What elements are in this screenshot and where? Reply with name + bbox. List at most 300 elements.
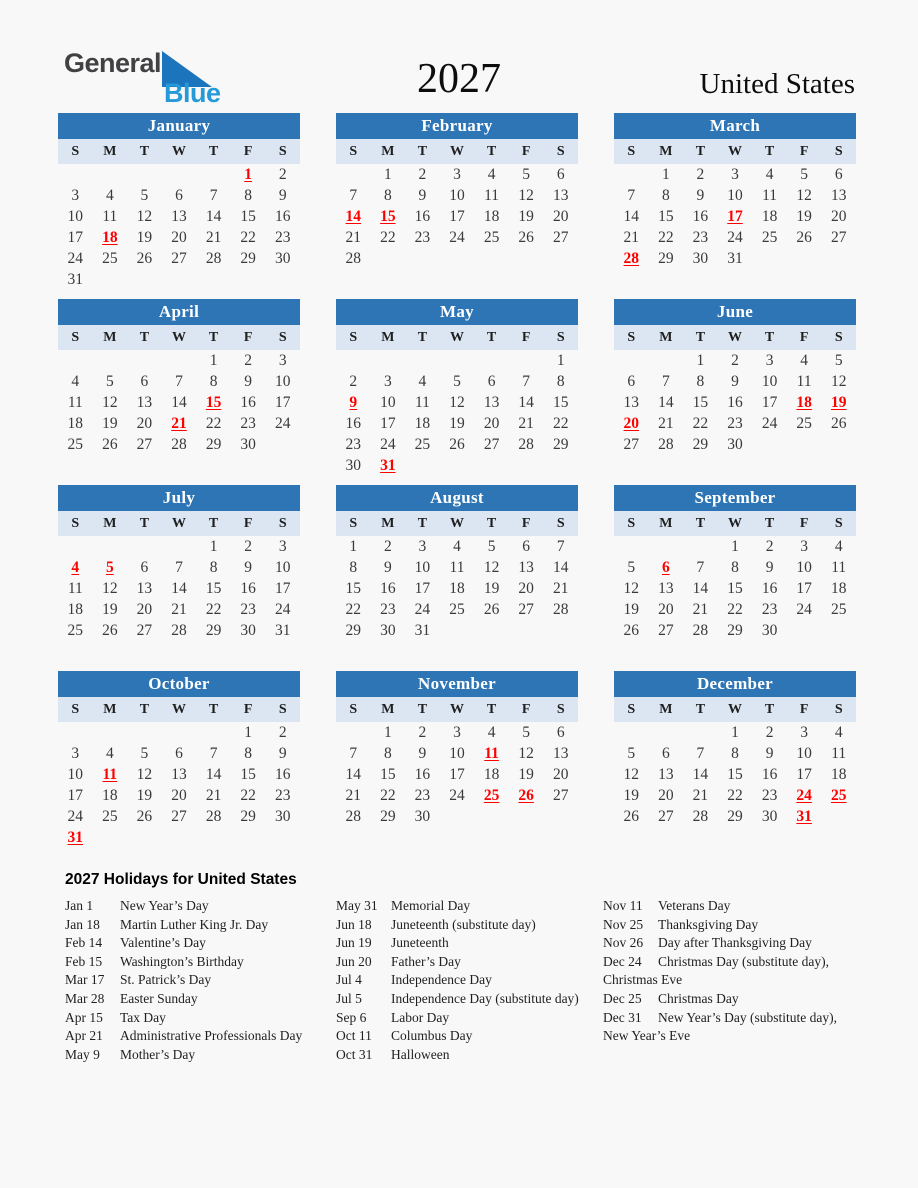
day-cell: 1 (209, 538, 218, 555)
weekday-label: T (417, 144, 428, 159)
day-cell: 25 (830, 601, 847, 618)
day-cell: 8 (209, 373, 218, 390)
day-cell: 29 (345, 622, 362, 639)
day-cell: 10 (67, 208, 84, 225)
holiday-name: Juneteenth (391, 935, 449, 951)
day-cell: 21 (623, 229, 640, 246)
day-cell: 13 (552, 187, 569, 204)
day-cell-holiday: 28 (623, 250, 640, 267)
day-cell: 27 (658, 808, 674, 825)
month-december (614, 671, 856, 848)
weekday-label: T (208, 516, 219, 531)
days-grid (336, 164, 578, 269)
day-cell: 23 (414, 787, 431, 804)
day-cell-empty (93, 722, 128, 743)
holiday-item (65, 897, 336, 916)
day-cell: 27 (552, 229, 569, 246)
holiday-date: Oct 11 (336, 1028, 372, 1044)
day-cell: 19 (518, 208, 534, 225)
day-cell: 1 (731, 538, 739, 555)
day-cell: 21 (205, 229, 222, 246)
month-february (336, 113, 578, 290)
day-cell: 25 (796, 415, 812, 432)
day-cell: 24 (67, 808, 84, 825)
day-cell: 30 (274, 250, 291, 267)
weekday-label: W (449, 516, 464, 531)
day-cell-holiday: 24 (796, 787, 812, 804)
days-grid (58, 536, 300, 641)
day-cell: 1 (556, 352, 565, 369)
day-cell-holiday: 1 (244, 166, 252, 183)
day-cell: 28 (205, 250, 222, 267)
weekday-label: T (764, 516, 775, 531)
weekday-label: F (243, 702, 253, 717)
day-cell: 9 (244, 373, 252, 390)
day-cell: 20 (830, 208, 847, 225)
holiday-date: Apr 15 (65, 1009, 103, 1025)
logo-word-blue: Blue (164, 78, 221, 108)
day-cell-empty (127, 350, 162, 371)
day-cell: 29 (552, 436, 569, 453)
day-cell-empty (58, 350, 93, 371)
holiday-item (65, 990, 336, 1009)
weekday-label: S (349, 330, 358, 345)
day-cell: 19 (483, 580, 500, 597)
day-cell: 3 (453, 724, 461, 741)
day-cell-empty (474, 350, 509, 371)
day-cell: 19 (623, 601, 640, 618)
day-cell: 28 (692, 808, 709, 825)
day-cell: 21 (171, 601, 187, 618)
calendar-year-title: 2027 (417, 56, 501, 102)
day-cell: 19 (136, 787, 153, 804)
day-cell: 30 (345, 457, 362, 474)
day-cell: 18 (761, 208, 778, 225)
day-cell: 16 (274, 766, 291, 783)
day-cell: 7 (209, 745, 218, 762)
day-cell: 26 (102, 622, 118, 639)
weekday-label: T (139, 702, 150, 717)
day-cell: 23 (240, 601, 256, 618)
weekday-label: W (449, 702, 464, 717)
holiday-name: Christmas Day (substitute day), Christmas Eve (603, 953, 829, 988)
month-august (336, 485, 578, 662)
weekday-label: T (139, 516, 150, 531)
day-cell: 19 (136, 229, 153, 246)
weekday-label: F (521, 516, 531, 531)
day-cell: 15 (345, 580, 362, 597)
day-cell: 4 (765, 166, 774, 183)
day-cell: 20 (136, 601, 153, 618)
weekday-label: F (521, 144, 531, 159)
day-cell-holiday: 31 (67, 829, 84, 846)
day-cell: 16 (240, 394, 256, 411)
day-cell: 5 (105, 373, 114, 390)
day-cell: 27 (171, 808, 187, 825)
day-cell: 6 (175, 187, 183, 204)
day-cell: 9 (418, 745, 427, 762)
day-cell-empty (58, 164, 93, 185)
day-cell: 29 (380, 808, 396, 825)
day-cell-empty (93, 164, 128, 185)
day-cell: 20 (171, 229, 187, 246)
weekday-label: S (71, 516, 80, 531)
day-cell: 28 (345, 808, 362, 825)
day-cell: 30 (274, 808, 291, 825)
day-cell: 14 (692, 580, 709, 597)
holiday-item (336, 990, 579, 1009)
day-cell: 17 (796, 766, 812, 783)
day-cell: 2 (244, 538, 252, 555)
holiday-item (603, 934, 859, 953)
weekday-label: T (695, 516, 706, 531)
holiday-name: Memorial Day (391, 898, 471, 913)
holiday-item (603, 1009, 859, 1046)
day-cell: 22 (205, 415, 222, 432)
day-cell: 19 (518, 766, 534, 783)
weekday-label: S (349, 702, 358, 717)
month-title: March (614, 113, 856, 139)
day-cell: 16 (761, 766, 778, 783)
day-cell: 8 (244, 745, 252, 762)
holiday-name: New Year’s Day (120, 898, 209, 913)
days-grid (336, 536, 578, 641)
day-cell: 12 (623, 580, 640, 597)
day-cell: 7 (696, 745, 705, 762)
day-cell: 20 (658, 787, 674, 804)
weekday-label: T (417, 330, 428, 345)
day-cell: 3 (800, 724, 808, 741)
day-cell-empty (614, 164, 649, 185)
holiday-date: Mar 17 (65, 972, 105, 988)
holiday-date: Jul 4 (336, 972, 362, 988)
day-cell-empty (649, 350, 684, 371)
day-cell: 1 (209, 352, 218, 369)
weekday-label: M (659, 702, 673, 717)
day-cell: 13 (136, 394, 153, 411)
holiday-date: Jan 1 (65, 898, 94, 913)
day-cell: 25 (449, 601, 465, 618)
days-grid (614, 722, 856, 827)
month-title: June (614, 299, 856, 325)
holiday-item (65, 1046, 336, 1065)
day-cell-holiday: 31 (380, 457, 396, 474)
day-cell: 28 (171, 622, 187, 639)
holiday-name: Labor Day (391, 1009, 450, 1025)
day-cell: 28 (552, 601, 569, 618)
day-cell: 5 (834, 352, 843, 369)
day-cell: 11 (67, 580, 83, 597)
day-cell: 22 (240, 787, 256, 804)
holiday-date: Nov 11 (603, 898, 643, 913)
day-cell: 26 (136, 250, 153, 267)
day-cell: 4 (453, 538, 461, 555)
day-cell: 23 (380, 601, 396, 618)
day-cell: 13 (552, 745, 569, 762)
day-cell: 20 (518, 580, 534, 597)
day-cell: 12 (136, 766, 153, 783)
weekday-label: F (243, 330, 253, 345)
holiday-date: Jun 18 (336, 916, 372, 932)
day-cell-empty (371, 350, 406, 371)
days-grid (336, 722, 578, 827)
holiday-item (65, 971, 336, 990)
day-cell: 17 (414, 580, 431, 597)
day-cell: 21 (345, 787, 362, 804)
days-grid (58, 722, 300, 848)
day-cell: 28 (205, 808, 222, 825)
day-cell: 9 (696, 187, 705, 204)
day-cell: 9 (278, 745, 287, 762)
day-cell: 4 (105, 187, 114, 204)
holiday-item (65, 934, 336, 953)
day-cell: 17 (449, 766, 465, 783)
holiday-name: Halloween (391, 1046, 450, 1062)
holiday-name: Columbus Day (391, 1028, 473, 1044)
day-cell: 6 (522, 538, 530, 555)
day-cell: 15 (240, 766, 256, 783)
day-cell: 1 (661, 166, 670, 183)
weekday-label: S (71, 144, 80, 159)
day-cell-empty (162, 164, 197, 185)
day-cell: 15 (727, 580, 743, 597)
holiday-date: Feb 15 (65, 953, 103, 969)
day-cell: 17 (449, 208, 465, 225)
day-cell-holiday: 21 (171, 415, 187, 432)
day-cell: 30 (240, 436, 256, 453)
day-cell: 19 (623, 787, 640, 804)
weekday-label: W (449, 330, 464, 345)
holiday-name: Valentine’s Day (120, 935, 206, 951)
day-cell: 23 (692, 229, 709, 246)
holiday-date: May 31 (336, 898, 378, 913)
weekday-label: M (103, 144, 117, 159)
days-grid (58, 164, 300, 290)
day-cell: 30 (380, 622, 396, 639)
holiday-column (65, 897, 336, 1064)
day-cell: 1 (731, 724, 739, 741)
day-cell-holiday: 25 (483, 787, 500, 804)
day-cell: 15 (205, 580, 222, 597)
day-cell: 16 (274, 208, 291, 225)
day-cell: 30 (761, 622, 778, 639)
weekday-label: F (521, 330, 531, 345)
day-cell: 27 (658, 622, 674, 639)
day-cell-holiday: 31 (796, 808, 812, 825)
day-cell: 14 (692, 766, 709, 783)
day-cell: 7 (209, 187, 218, 204)
weekday-row (614, 139, 856, 164)
holiday-name: Juneteenth (substitute day) (391, 916, 536, 932)
holiday-name: St. Patrick’s Day (120, 972, 212, 988)
day-cell: 5 (627, 559, 636, 576)
day-cell: 29 (205, 436, 222, 453)
day-cell: 4 (800, 352, 808, 369)
day-cell: 27 (552, 787, 569, 804)
weekday-row (614, 697, 856, 722)
day-cell: 21 (692, 787, 709, 804)
day-cell: 31 (274, 622, 291, 639)
day-cell: 11 (67, 394, 83, 411)
day-cell: 26 (102, 436, 118, 453)
month-title: February (336, 113, 578, 139)
weekday-row (336, 511, 578, 536)
weekday-label: M (659, 330, 673, 345)
day-cell: 17 (67, 229, 84, 246)
holiday-date: Dec 24 (603, 953, 642, 969)
day-cell: 26 (449, 436, 465, 453)
month-title: September (614, 485, 856, 511)
day-cell: 30 (240, 622, 256, 639)
holiday-date: Apr 21 (65, 1028, 103, 1044)
day-cell: 20 (658, 601, 674, 618)
holiday-date: Jun 20 (336, 953, 372, 969)
days-grid (614, 536, 856, 641)
day-cell: 19 (102, 415, 118, 432)
day-cell: 12 (796, 187, 812, 204)
day-cell-holiday: 15 (380, 208, 396, 225)
day-cell-empty (336, 722, 371, 743)
day-cell: 5 (140, 187, 149, 204)
day-cell: 10 (67, 766, 84, 783)
weekday-label: T (695, 144, 706, 159)
weekday-row (336, 697, 578, 722)
day-cell-empty (127, 164, 162, 185)
day-cell-holiday: 26 (518, 787, 534, 804)
day-cell: 27 (171, 250, 187, 267)
day-cell: 25 (483, 229, 500, 246)
day-cell-holiday: 25 (830, 787, 847, 804)
day-cell: 14 (205, 766, 222, 783)
day-cell: 11 (449, 559, 465, 576)
day-cell: 23 (414, 229, 431, 246)
day-cell: 24 (449, 787, 465, 804)
month-title: August (336, 485, 578, 511)
day-cell: 11 (831, 745, 847, 762)
calendar-grid (58, 113, 856, 848)
day-cell: 26 (483, 601, 500, 618)
day-cell: 29 (205, 622, 222, 639)
day-cell: 16 (414, 766, 431, 783)
holiday-date: Feb 14 (65, 935, 103, 951)
day-cell: 4 (834, 724, 843, 741)
day-cell: 18 (414, 415, 431, 432)
calendar-country-title: United States (699, 68, 855, 100)
weekday-label: S (834, 516, 843, 531)
month-title: July (58, 485, 300, 511)
weekday-label: S (627, 702, 636, 717)
day-cell: 10 (761, 373, 778, 390)
day-cell: 20 (483, 415, 500, 432)
day-cell: 22 (692, 415, 709, 432)
weekday-label: F (799, 330, 809, 345)
day-cell: 11 (484, 187, 500, 204)
weekday-label: S (349, 144, 358, 159)
day-cell-empty (196, 164, 231, 185)
holiday-date: Jul 5 (336, 990, 362, 1006)
day-cell: 27 (623, 436, 640, 453)
holiday-name: Tax Day (120, 1009, 166, 1025)
logo-word-general: General (64, 48, 162, 78)
day-cell: 28 (692, 622, 709, 639)
day-cell: 3 (800, 538, 808, 555)
day-cell: 19 (449, 415, 465, 432)
day-cell: 22 (727, 601, 743, 618)
month-title: October (58, 671, 300, 697)
holiday-name: Administrative Professionals Day (120, 1028, 303, 1044)
holiday-item (336, 916, 579, 935)
day-cell-empty (683, 722, 718, 743)
weekday-label: S (556, 144, 565, 159)
day-cell: 29 (727, 808, 743, 825)
weekday-label: T (764, 144, 775, 159)
day-cell: 18 (483, 208, 500, 225)
weekday-label: T (486, 144, 497, 159)
day-cell: 15 (552, 394, 569, 411)
holiday-name: Veterans Day (658, 898, 731, 913)
month-title: December (614, 671, 856, 697)
day-cell-empty (614, 722, 649, 743)
weekday-label: M (381, 330, 395, 345)
day-cell: 2 (244, 352, 252, 369)
day-cell: 17 (380, 415, 396, 432)
month-june (614, 299, 856, 476)
day-cell: 15 (240, 208, 256, 225)
day-cell: 13 (658, 766, 674, 783)
day-cell: 25 (67, 622, 84, 639)
holiday-date: Mar 28 (65, 990, 105, 1006)
day-cell: 25 (761, 229, 778, 246)
day-cell: 24 (67, 250, 84, 267)
holiday-name: Christmas Day (658, 990, 739, 1006)
weekday-label: W (171, 702, 186, 717)
day-cell: 31 (727, 250, 743, 267)
day-cell: 14 (658, 394, 674, 411)
day-cell: 21 (205, 787, 222, 804)
day-cell: 15 (727, 766, 743, 783)
holiday-item (65, 916, 336, 935)
month-title: May (336, 299, 578, 325)
weekday-label: T (417, 702, 428, 717)
day-cell: 5 (140, 745, 149, 762)
holiday-item (65, 1009, 336, 1028)
day-cell: 28 (518, 436, 534, 453)
day-cell: 29 (240, 808, 256, 825)
day-cell-empty (405, 350, 440, 371)
day-cell: 27 (136, 622, 153, 639)
day-cell: 9 (731, 373, 739, 390)
day-cell: 16 (240, 580, 256, 597)
day-cell: 20 (552, 208, 569, 225)
day-cell: 2 (765, 538, 774, 555)
holiday-item (336, 934, 579, 953)
day-cell: 3 (278, 538, 287, 555)
day-cell-holiday: 9 (349, 394, 358, 411)
day-cell-empty (649, 722, 684, 743)
weekday-label: M (381, 144, 395, 159)
weekday-label: S (278, 516, 287, 531)
month-september (614, 485, 856, 662)
day-cell: 7 (349, 187, 358, 204)
day-cell: 3 (731, 166, 739, 183)
weekday-label: M (659, 516, 673, 531)
day-cell: 7 (175, 373, 183, 390)
day-cell: 16 (380, 580, 396, 597)
day-cell: 14 (171, 580, 187, 597)
weekday-label: T (208, 330, 219, 345)
day-cell-empty (336, 350, 371, 371)
weekday-label: T (486, 330, 497, 345)
